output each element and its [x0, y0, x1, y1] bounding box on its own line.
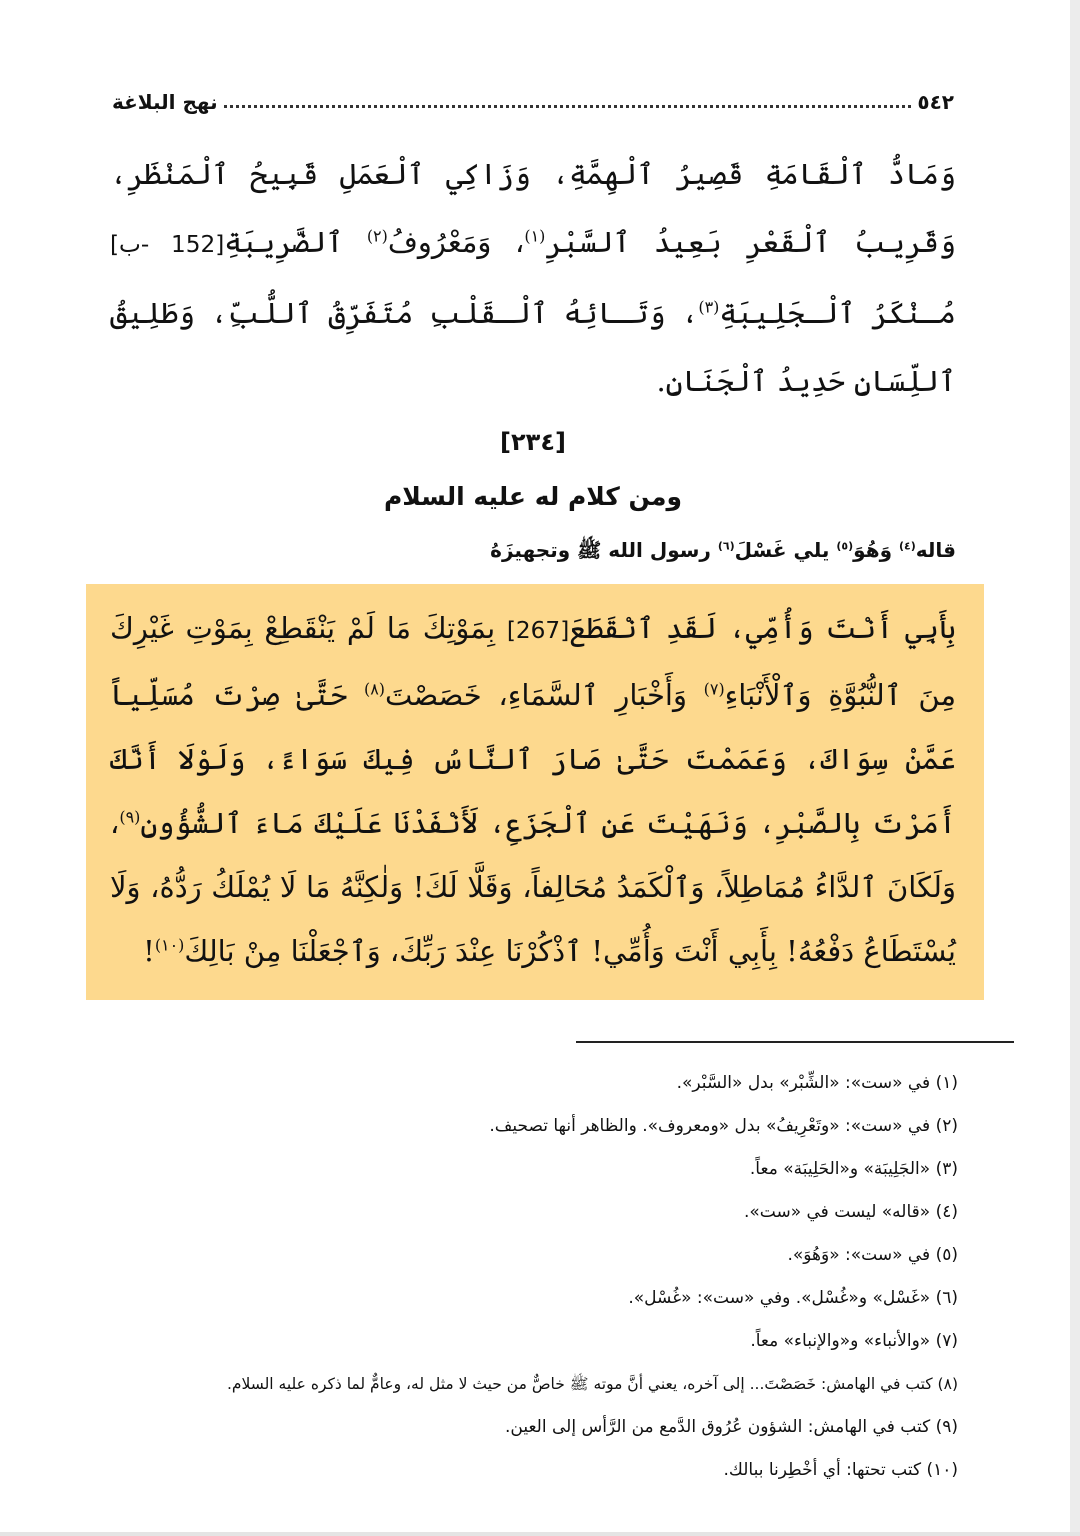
manuscript-ref: [152 -ب]: [110, 231, 225, 258]
running-header: [112, 84, 954, 114]
footnote-item: (٤) «قاله» ليست في «ست».: [743, 1202, 958, 1222]
footnote-item: (٥) في «ست»: «وَهُوَ».: [787, 1245, 958, 1265]
sermon-text-2: بِمَوْتِكَ مَا لَمْ يَنْقَطِعْ بِمَوْتِ غَيْرِكَ مِنَ ٱلنُّبُوَّةِ وَٱلْأَنْبَاءِ: [110, 611, 957, 712]
document-page: [52, 0, 1014, 1536]
manuscript-ref: [267]: [506, 617, 570, 644]
sermon-paragraph: [110, 596, 956, 996]
intro-text-5: ، وَتَـائِهُ ٱلْـقَلْبِ مُتَفَرِّقُ ٱللُّبِّ، وَطَلِيقُ ٱللِّسَانِ حَدِيدُ ٱلْجَنَانِ.: [110, 296, 956, 398]
footnote-ref-8[interactable]: (٨): [364, 679, 385, 699]
footnote-ref-2[interactable]: (٢): [366, 226, 388, 246]
context-text-3: يلي غَسْلَ: [734, 538, 837, 562]
footnote-item: (٦) «غَسْل» و«غُسْل». وفي «ست»: «غُسْل».: [628, 1288, 958, 1308]
book-title: نهج البلاغة: [112, 90, 218, 114]
sermon-text-6: !: [143, 934, 155, 968]
sermon-text-1: بِأَبِي أَنْتَ وَأُمِّي، لَقَدِ ٱنْقَطَعَ: [569, 611, 956, 645]
section-context: [110, 538, 956, 567]
footnote-ref-10[interactable]: (١٠): [154, 935, 185, 955]
section-number: [٢٣٤]: [500, 428, 566, 456]
footnote-ref-4[interactable]: (٤): [898, 539, 916, 553]
footnote-ref-7[interactable]: (٧): [703, 679, 725, 699]
intro-paragraph: [110, 140, 956, 398]
sermon-text-5: ، وَلَكَانَ ٱلدَّاءُ مُمَاطِلاً، وَٱلْكَمَدُ مُحَالِفاً، وَقَلَّا لَكَ! وَلٰكِنَّهُ مَا لَا يُمْلَكُ رَدُّهُ، وَلَا يُسْتَطَاعُ دَفْعُهُ! بِأَبِي أَنْتَ وَأُمِّي! ٱذْكُرْنَا عِنْدَ رَبِّكَ، وَٱجْعَلْنَا مِنْ بَالِكَ: [110, 806, 956, 968]
sermon-text-3: وَأَخْبَارِ ٱلسَّمَاءِ، خَصَصْتَ: [385, 678, 704, 712]
footnote-item: (٨) كتب في الهامش: خَصَصْتَ... إلى آخره، يعني أنَّ موته ﷺ خاصٌّ من حيث لا مثل له، وعامٌّ لما ذكره عليه السلام.: [226, 1375, 958, 1393]
footnote-item: (١) في «ست»: «الشِّبْر» بدل «السَّبْر».: [676, 1073, 958, 1093]
footnote-item: (٢) في «ست»: «وتَعْرِيفُ» بدل «ومعروف». والظاهر أنها تصحيف.: [489, 1116, 958, 1136]
footnote-separator: [576, 1041, 1014, 1043]
footnote-item: (٧) «والأنباء» و«والإنباء» معاً.: [750, 1331, 958, 1351]
intro-text-3: ٱلضَّرِيبَةِ: [224, 225, 367, 259]
section-title: ومن كلام له عليه السلام: [383, 482, 683, 511]
footnotes-list: [108, 1062, 958, 1492]
intro-text-4: مُـنْكَرُ ٱلْـجَلِيبَةِ: [719, 296, 956, 330]
footnote-ref-3[interactable]: (٣): [698, 297, 720, 317]
footnote-item: (١٠) كتب تحتها: أي أخْطِرنا ببالك.: [723, 1460, 958, 1480]
intro-text-1: وَمَادُّ ٱلْقَامَةِ قَصِيرُ ٱلْهِمَّةِ، وَزَاكِي ٱلْعَمَلِ قَبِيحُ ٱلْمَنْظَرِ، وَقَرِيبُ ٱلْقَعْرِ بَعِيدُ ٱلسَّبْرِ: [110, 157, 956, 259]
viewer-bottom-edge: [0, 1532, 1080, 1536]
footnote-item: (٩) كتب في الهامش: الشؤون عُرُوق الدَّمع من الرَّأس إلى العين.: [505, 1417, 958, 1437]
footnote-ref-9[interactable]: (٩): [119, 807, 141, 827]
page-number: ٥٤٢: [917, 90, 954, 114]
footnote-ref-6[interactable]: (٦): [717, 539, 735, 553]
header-dot-leader: [224, 105, 912, 108]
footnote-item: (٣) «الجَلِيبَة» و«الحَلِيبَة» معاً.: [749, 1159, 958, 1179]
intro-text-2: ، وَمَعْرُوفُ: [387, 225, 525, 259]
footnote-ref-1[interactable]: (١): [524, 226, 546, 246]
viewer-right-edge: [1070, 0, 1080, 1536]
context-text-4: رسول الله ﷺ وتجهيزَهُ: [490, 538, 718, 562]
sermon-text-4: حَتَّىٰ صِرْتَ مُسَلِّياً عَمَّنْ سِوَاكَ، وَعَمَمْتَ حَتَّىٰ صَارَ ٱلنَّاسُ فِيكَ سَوَاءً، وَلَوْلَا أَنَّكَ أَمَرْتَ بِالصَّبْرِ، وَنَهَيْتَ عَنِ ٱلْجَزَعِ، لَأَنْفَدْنَا عَلَيْكَ مَاءَ ٱلشُّؤُونِ: [110, 678, 956, 840]
footnote-ref-5[interactable]: (٥): [836, 539, 854, 553]
context-text-1: قاله: [915, 538, 956, 562]
context-text-2: وَهُوَ: [853, 538, 899, 562]
